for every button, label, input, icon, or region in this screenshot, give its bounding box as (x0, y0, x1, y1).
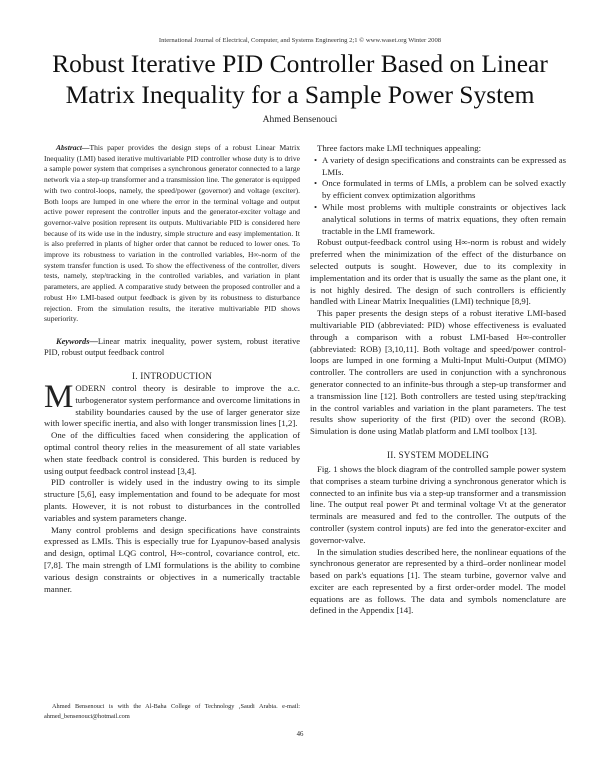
paper-title (0, 48, 600, 110)
author: Ahmed Bensenouci (262, 115, 338, 125)
bullet-list (310, 155, 566, 238)
footnote: Ahmed Bensenouci is with the Al-Baha College of Technology ,Saudi Arabia. e-mail: ahmed_bensenouci@hotmail.com (44, 703, 300, 720)
paragraph: Many control problems and design specifications have constraints expressed as LMIs. This is especially true for Lyapunov-based analysis and design, optimal LQG control, H∞-control, covariance control, etc. [7,8]. The main strength of LMI formulations is the ability to combine various design constraints or objectives in a numerically tractable manner. (44, 524, 300, 594)
left-column (44, 143, 300, 595)
abstract-label: Abstract— (56, 143, 90, 152)
right-column (310, 143, 566, 617)
list-item: • A variety of design specifications and constraints can be expressed as LMIs. (322, 155, 566, 179)
drop-cap: M (44, 378, 74, 415)
section-heading: II. SYSTEM MODELING (386, 449, 490, 460)
section-heading: I. INTRODUCTION (131, 370, 213, 381)
abstract-text: This paper provides the design steps of a robust Linear Matrix Inequality (LMI) based iterative multivariable PID controller whose duty is to drive a sample power system that comprises a synchronous generator connected to a large network via a step-up transformer and a transmission line. The generator is equipped with two control-loops, namely, the speed/power (governor) and voltage (exciter). Both loops are lumped in one where the error in the terminal voltage and output active power represent the controller inputs and the generator-exciter voltage and governor-valve position represent its outputs. Multivariable PID is considered here because of its wide use in the industry, simple structure and easy implementation. It is also preferred in plants of higher order that cannot be reduced to lower ones. To improve its robustness to variation in the controlled variables, H∞-norm of the system transfer function is used. To show the effectiveness of the controller, divers tests, namely, step/tracking in the controlled variables, and variation in plant parameters, are applied. A comparative study between the proposed controller and a robust H∞ LMI-based output feedback is given by its robustness to disturbance rejection. From the simulation results, the iterative multivariable PID shows superiority. (44, 143, 300, 324)
keywords-label: Keywords— (56, 336, 98, 346)
title-line: Matrix Inequality for a Sample Power System (65, 80, 535, 109)
list-item: • While most problems with multiple constraints or objectives lack analytical solutions in terms of matrix equations, they often remain tractable in the LMI framework. (322, 202, 566, 237)
abstract (44, 143, 300, 325)
paragraph: One of the difficulties faced when considering the application of optimal control theory relies in the measurement of all state variables when state feedback control is considered. This burden is reduced by using output feedback control instead [3,4]. (44, 430, 300, 476)
paragraph: In the simulation studies described here, the nonlinear equations of the synchronous generator are represented by a third–order nonlinear model based on park's equations [1]. The steam turbine, governor valve and exciter are each represented by a first order-order model. The model equations are as follows. The data and symbols nomenclature are defined in the Appendix [14]. (310, 546, 566, 616)
title-line: Robust Iterative PID Controller Based on Linear (52, 49, 548, 78)
list-item: • Once formulated in terms of LMIs, a problem can be solved exactly by efficient convex optimization algorithms (322, 178, 566, 202)
paragraph (44, 378, 300, 430)
page-number: 46 (296, 731, 304, 738)
paragraph: PID controller is widely used in the industry owing to its simple structure [5,6], easy implementation and found to be adequate for most plants. However, it is not robust to disturbances in the controlled variables and system parameters change. (44, 477, 300, 523)
keywords (44, 336, 300, 358)
paragraph-text: ODERN control theory is desirable to improve the a.c. turbogenerator system performance and overcome limitations in stability boundaries caused by the use of larger generator size with lower specific inertia, and also with longer transmission lines [1,2]. (44, 382, 300, 429)
paragraph: Three factors make LMI techniques appealing: (317, 143, 481, 153)
paragraph: Robust output-feedback control using H∞-norm is robust and widely preferred when the minimization of the effect of the disturbance on selected outputs is sought. However, due to its complexity in implementation and its order that is usually the same as the plant one, it is not highly desired. The design of such controllers is efficiently handled with Linear Matrix Inequalities (LMI) technique [8,9]. (310, 237, 566, 307)
paragraph: Fig. 1 shows the block diagram of the controlled sample power system that comprises a steam turbine driving a synchronous generator which is connected to an infinite bus via a step-up transformer and a transmission line. The output real power Pt and terminal voltage Vt at the generator terminals are measured and fed to the controller. The outputs of the controller (system control inputs) are fed into the generator-exciter and governor-valve. (310, 463, 566, 545)
paragraph: This paper presents the design steps of a robust iterative LMI-based multivariable PID (abbreviated: PID) whose effectiveness is evaluated through a comparison with a robust LMI-based H∞-controller (abbreviated: ROB) [3,10,11]. Both voltage and speed/power control-loops are lumped in one forming a Multi-Input Multi-Output (MIMO) controller. The controllers are used in conjunction with a synchronous generator connected to an infinite-bus through a step-up transformer and a transmission line [12]. Both controllers are tested using step/tracking in the control variables and variation in the plant parameters. The test results show superiority of the first (PID) over the second (ROB). Simulation is done using Matlab platform and LMI toolbox [13]. (310, 308, 566, 437)
keywords-text: Linear matrix inequality, power system, robust iterative PID, robust output feedback control (44, 336, 300, 357)
journal-header: International Journal of Electrical, Computer, and Systems Engineering 2;1 © www.waset.org Winter 2008 (158, 37, 442, 44)
